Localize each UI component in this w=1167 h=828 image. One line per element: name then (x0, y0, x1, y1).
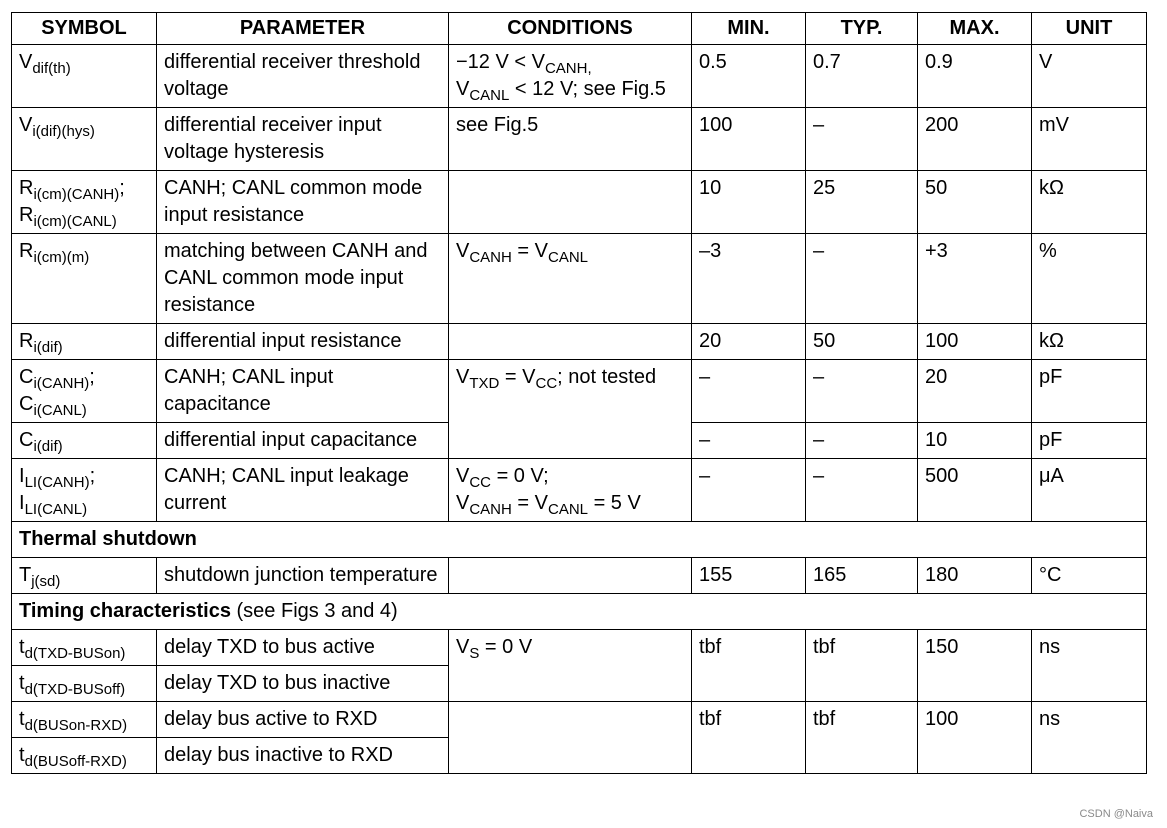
symbol-cell: $R_{i(cm)(m)}$ (12, 234, 157, 324)
parameter-cell: delay TXD to bus active (157, 630, 449, 666)
conditions-cell (449, 171, 692, 234)
section-note-timing: (see Figs 3 and 4) (230, 600, 398, 622)
max-cell: 20 (918, 360, 1032, 423)
conditions-cell: $V_{CANH} = V_{CANL}$ (449, 234, 692, 324)
header-min: MIN. (692, 13, 806, 45)
unit-cell: mV (1032, 108, 1147, 171)
parameter-cell: delay TXD to bus inactive (157, 666, 449, 702)
conditions-cell (449, 702, 692, 774)
parameter-cell: delay bus active to RXD (157, 702, 449, 738)
min-cell: 0.5 (692, 45, 806, 108)
typ-cell: tbf (806, 630, 918, 702)
table-row (12, 702, 1147, 738)
table-row (12, 459, 1147, 522)
header-conditions: CONDITIONS (449, 13, 692, 45)
symbol-cell: $V_{i(dif)(hys)}$ (12, 108, 157, 171)
unit-cell: pF (1032, 360, 1147, 423)
symbol-cell: $T_{j(sd)}$ (12, 558, 157, 594)
symbol-cell: $t_{d(BUSoff-RXD)}$ (12, 738, 157, 774)
typ-cell: – (806, 360, 918, 423)
unit-cell: % (1032, 234, 1147, 324)
min-cell: – (692, 423, 806, 459)
parameter-cell: shutdown junction temperature (157, 558, 449, 594)
parameter-cell: CANH; CANL common mode input resistance (157, 171, 449, 234)
min-cell: tbf (692, 630, 806, 702)
unit-cell: pF (1032, 423, 1147, 459)
max-cell: 100 (918, 702, 1032, 774)
symbol-cell: $V_{dif(th)}$ (12, 45, 157, 108)
conditions-cell: see Fig.5 (449, 108, 692, 171)
parameter-cell: differential receiver input voltage hysteresis (157, 108, 449, 171)
section-title-thermal: Thermal shutdown (12, 522, 1147, 558)
max-cell: 150 (918, 630, 1032, 702)
conditions-cell (449, 558, 692, 594)
typ-cell: tbf (806, 702, 918, 774)
conditions-cell: $V_{TXD} = V_{CC}$; not tested (449, 360, 692, 459)
max-cell: 10 (918, 423, 1032, 459)
unit-cell: V (1032, 45, 1147, 108)
min-cell: – (692, 459, 806, 522)
min-cell: 10 (692, 171, 806, 234)
typ-cell: – (806, 108, 918, 171)
min-cell: – (692, 360, 806, 423)
max-cell: 100 (918, 324, 1032, 360)
watermark: CSDN @Naiva (1079, 808, 1153, 820)
max-cell: 180 (918, 558, 1032, 594)
parameter-cell: differential receiver threshold voltage (157, 45, 449, 108)
header-typ: TYP. (806, 13, 918, 45)
typ-cell: – (806, 459, 918, 522)
typ-cell: – (806, 423, 918, 459)
conditions-cell: $V_{CC} = 0$ V; $V_{CANH} = V_{CANL} = 5$ V (449, 459, 692, 522)
symbol-cell: $t_{d(TXD-BUSon)}$ (12, 630, 157, 666)
min-cell: 20 (692, 324, 806, 360)
typ-cell: 0.7 (806, 45, 918, 108)
unit-cell: μA (1032, 459, 1147, 522)
parameter-cell: differential input resistance (157, 324, 449, 360)
conditions-cell: $V_S = 0$ V (449, 630, 692, 702)
table-row (12, 108, 1147, 171)
typ-cell: 50 (806, 324, 918, 360)
parameter-cell: matching between CANH and CANL common mode input resistance (157, 234, 449, 324)
parameter-cell: differential input capacitance (157, 423, 449, 459)
symbol-cell: $t_{d(TXD-BUSoff)}$ (12, 666, 157, 702)
header-symbol: SYMBOL (12, 13, 157, 45)
table-row (12, 558, 1147, 594)
spec-table (11, 12, 1147, 774)
unit-cell: ns (1032, 630, 1147, 702)
table-row (12, 45, 1147, 108)
section-title-timing: Timing characteristics (see Figs 3 and 4) (12, 594, 1147, 630)
unit-cell: ns (1032, 702, 1147, 774)
symbol-cell: $R_{i(dif)}$ (12, 324, 157, 360)
min-cell: 155 (692, 558, 806, 594)
symbol-cell: $R_{i(cm)(CANH)}$; $R_{i(cm)(CANL)}$ (12, 171, 157, 234)
min-cell: 100 (692, 108, 806, 171)
max-cell: 500 (918, 459, 1032, 522)
typ-cell: 165 (806, 558, 918, 594)
typ-cell: 25 (806, 171, 918, 234)
parameter-cell: delay bus inactive to RXD (157, 738, 449, 774)
table-row (12, 324, 1147, 360)
conditions-cell: −12 $V < V_{CANH,}$ $V_{CANL} < 12$ V; see Fig.5 (449, 45, 692, 108)
table-row (12, 234, 1147, 324)
unit-cell: kΩ (1032, 171, 1147, 234)
max-cell: 0.9 (918, 45, 1032, 108)
typ-cell: – (806, 234, 918, 324)
min-cell: tbf (692, 702, 806, 774)
max-cell: +3 (918, 234, 1032, 324)
max-cell: 200 (918, 108, 1032, 171)
table-row (12, 360, 1147, 423)
section-row-timing (12, 594, 1147, 630)
parameter-cell: CANH; CANL input leakage current (157, 459, 449, 522)
header-max: MAX. (918, 13, 1032, 45)
min-cell: –3 (692, 234, 806, 324)
unit-cell: °C (1032, 558, 1147, 594)
symbol-cell: $C_{i(dif)}$ (12, 423, 157, 459)
symbol-cell: $t_{d(BUSon-RXD)}$ (12, 702, 157, 738)
header-row (12, 13, 1147, 45)
parameter-cell: CANH; CANL input capacitance (157, 360, 449, 423)
conditions-cell (449, 324, 692, 360)
section-row-thermal (12, 522, 1147, 558)
max-cell: 50 (918, 171, 1032, 234)
table-row (12, 630, 1147, 666)
symbol-cell: $I_{LI(CANH)}$; $I_{LI(CANL)}$ (12, 459, 157, 522)
symbol-cell: $C_{i(CANH)}$; $C_{i(CANL)}$ (12, 360, 157, 423)
header-unit: UNIT (1032, 13, 1147, 45)
table-row (12, 171, 1147, 234)
unit-cell: kΩ (1032, 324, 1147, 360)
header-parameter: PARAMETER (157, 13, 449, 45)
